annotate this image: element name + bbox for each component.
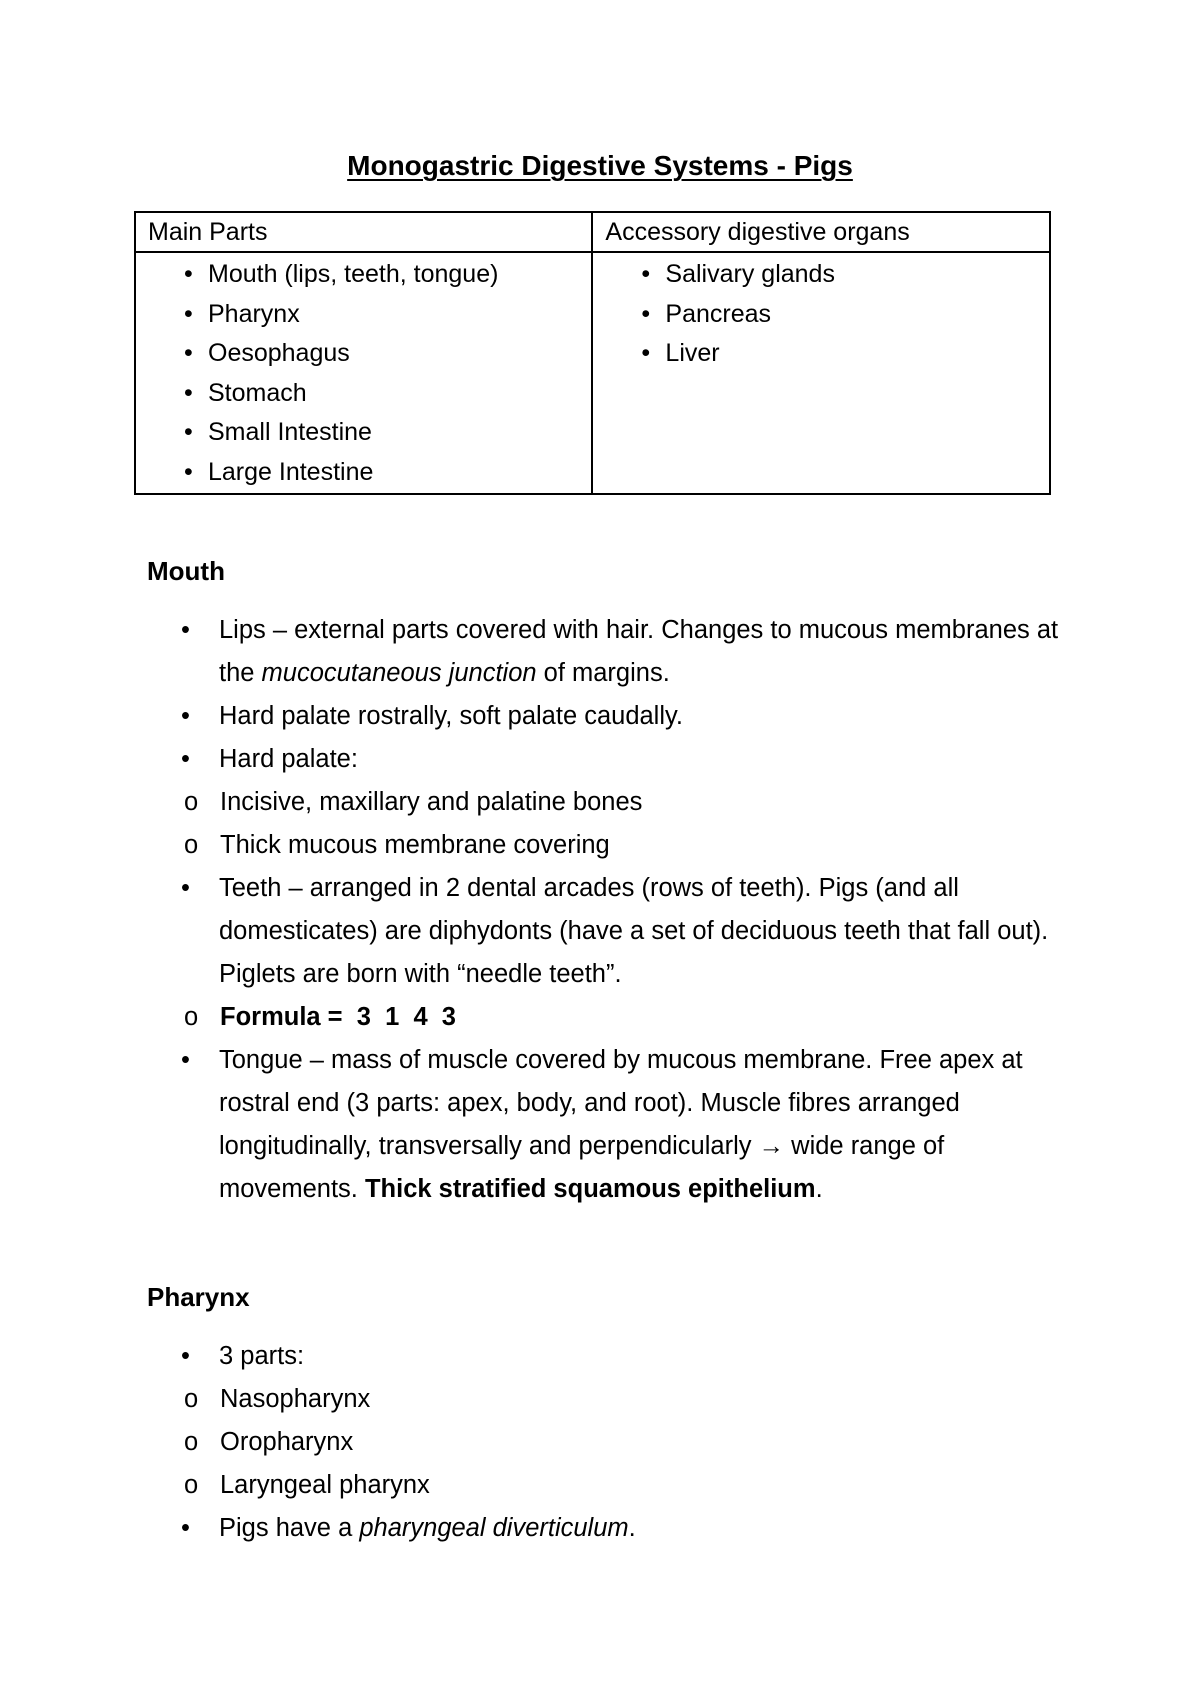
sub-item-text: Thick mucous membrane covering <box>220 831 610 859</box>
arrow-right-icon: → <box>758 1132 785 1160</box>
teeth-bullet <box>147 867 1077 1039</box>
mouth-bullet-list <box>147 609 1077 1211</box>
palate-text: Hard palate rostrally, soft palate caudally. <box>219 702 683 730</box>
list-item: • Large Intestine <box>148 453 579 493</box>
bullet-circle-icon: o <box>184 1003 199 1031</box>
hard-palate-label: Hard palate: <box>219 745 358 773</box>
list-item: • Liver <box>605 334 1037 374</box>
bullet-circle-icon: o <box>184 1385 199 1413</box>
pharynx-heading: Pharynx <box>147 1282 250 1312</box>
mouth-heading: Mouth <box>147 556 225 586</box>
sub-item-text: Laryngeal pharynx <box>220 1471 430 1499</box>
list-item <box>147 824 1077 867</box>
bullet-dot-icon: • <box>181 1342 190 1370</box>
bullet-dot-icon: • <box>181 874 190 902</box>
main-parts-cell <box>135 252 592 494</box>
table-header-accessory-organs: Accessory digestive organs <box>592 212 1050 252</box>
hard-palate-sublist <box>147 781 1077 867</box>
bullet-circle-icon: o <box>184 831 199 859</box>
palate-bullet <box>147 695 1077 738</box>
bullet-dot-icon: • <box>181 745 190 773</box>
list-item <box>147 996 1077 1039</box>
tongue-bullet <box>147 1039 1077 1211</box>
diverticulum-bullet <box>147 1507 1077 1550</box>
lips-bullet <box>147 609 1077 695</box>
list-item: • Oesophagus <box>148 334 579 374</box>
lips-text: Lips – external parts covered with hair. Changes to mucous membranes at the <box>219 616 1059 687</box>
table-body-row <box>135 252 1050 494</box>
hard-palate-bullet <box>147 738 1077 867</box>
diverticulum-text-end: . <box>628 1514 636 1542</box>
main-parts-list <box>148 255 579 493</box>
teeth-text: Teeth – arranged in 2 dental arcades (rows of teeth). Pigs (and all domesticates) are diphydonts (have a set of deciduous teeth that fall out). Piglets are born with “needle teeth”. <box>219 874 1049 988</box>
sub-item-text: Oropharynx <box>220 1428 354 1456</box>
bullet-dot-icon: • <box>181 616 190 644</box>
bullet-dot-icon: • <box>181 1046 190 1074</box>
list-item: • Salivary glands <box>605 255 1037 295</box>
bullet-circle-icon: o <box>184 1471 199 1499</box>
diverticulum-italic-term: pharyngeal diverticulum <box>359 1514 629 1542</box>
bullet-dot-icon: • <box>181 1514 190 1542</box>
bullet-dot-icon: • <box>181 702 190 730</box>
pharynx-bullet-list <box>147 1335 1077 1550</box>
bullet-circle-icon: o <box>184 1428 199 1456</box>
list-item: • Small Intestine <box>148 413 579 453</box>
pharynx-parts-label: 3 parts: <box>219 1342 305 1370</box>
list-item: • Pharynx <box>148 295 579 335</box>
teeth-sublist <box>147 996 1077 1039</box>
dental-formula: Formula = 3 1 4 3 <box>220 1003 456 1031</box>
tongue-text: Tongue – mass of muscle covered by mucous membrane. Free apex at rostral end (3 parts: apex, body, and root). Muscle fibres arranged longitudinally, transversally and perpendicularly <box>219 1046 1023 1160</box>
pharynx-parts-bullet <box>147 1335 1077 1507</box>
digestive-parts-table <box>134 211 1051 495</box>
bullet-circle-icon: o <box>184 788 199 816</box>
table-header-main-parts: Main Parts <box>135 212 592 252</box>
tongue-text-end: . <box>815 1175 823 1203</box>
document-title: Monogastric Digestive Systems - Pigs <box>347 150 853 181</box>
sub-item-text: Incisive, maxillary and palatine bones <box>220 788 643 816</box>
sub-item-text: Nasopharynx <box>220 1385 371 1413</box>
lips-italic-term: mucocutaneous junction <box>261 659 537 687</box>
accessory-organs-cell <box>592 252 1050 494</box>
list-item <box>147 781 1077 824</box>
list-item <box>147 1464 1077 1507</box>
accessory-organs-list <box>605 255 1037 374</box>
tongue-bold-term: Thick stratified squamous epithelium <box>364 1175 816 1203</box>
list-item: • Stomach <box>148 374 579 414</box>
tongue-text-mid: wide range of movements. <box>219 1132 945 1203</box>
list-item: • Mouth (lips, teeth, tongue) <box>148 255 579 295</box>
lips-text-end: of margins. <box>536 659 670 687</box>
diverticulum-text: Pigs have a <box>219 1514 360 1542</box>
list-item: • Pancreas <box>605 295 1037 335</box>
table-header-row <box>135 212 1050 252</box>
pharynx-parts-sublist <box>147 1378 1077 1507</box>
list-item <box>147 1421 1077 1464</box>
list-item <box>147 1378 1077 1421</box>
